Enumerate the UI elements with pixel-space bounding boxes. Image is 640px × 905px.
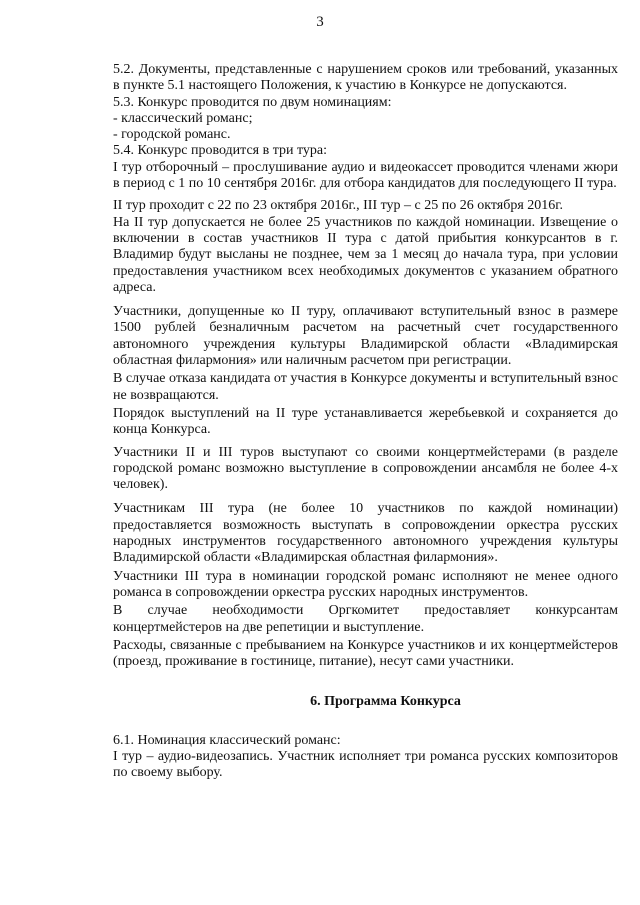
document-body bbox=[113, 62, 618, 782]
paragraph-orgcommittee: В случае необходимости Оргкомитет предоставляет конкурсантам концертмейстеров на две репетиции и выступление. bbox=[113, 603, 618, 635]
paragraph-accompanists: Участники II и III туров выступают со своими концертмейстерами (в разделе городской романс возможно выступление в сопровождении ансамбля не более 4-х человек). bbox=[113, 444, 618, 493]
paragraph-5-3: 5.3. Конкурс проводится по двум номинациям: bbox=[113, 94, 392, 110]
paragraph-city-romance-orchestra: Участники III тура в номинации городской романс исполняют не менее одного романса в сопровождении оркестра русских народных инструментов. bbox=[113, 568, 618, 600]
paragraph-orchestra: Участникам III тура (не более 10 участников по каждой номинации) предоставляется возможность выступать в сопровождении оркестра русских народных инструментов государственного автономного учреждения культуры Владимирской области «Владимирская областная филармония». bbox=[113, 501, 618, 566]
list-item-city-romance: - городской романс. bbox=[113, 127, 231, 143]
paragraph-5-4: 5.4. Конкурс проводится в три тура: bbox=[113, 143, 328, 159]
section-heading: 6. Программа Конкурса bbox=[310, 694, 461, 710]
paragraph-tour-2-admission: На II тур допускается не более 25 участников по каждой номинации. Извещение о включении в состав участников II тура с датой прибытия конкурсантов в г. Владимир будут высланы не позднее, чем за 1 месяц до начала тура, при условии предоставления участником всех необходимых документов с указанием обратного адреса. bbox=[113, 214, 618, 295]
paragraph-performance-order: Порядок выступлений на II туре устанавливается жеребьевкой и сохраняется до конца Конкурса. bbox=[113, 405, 618, 438]
paragraph-6-1: 6.1. Номинация классический романс: bbox=[113, 732, 341, 748]
page-number: 3 bbox=[316, 14, 324, 30]
paragraph-tour-1: I тур отборочный – прослушивание аудио и видеокассет проводится членами жюри в период с 1 по 10 сентября 2016г. для отбора кандидатов для последующего II тура. bbox=[113, 159, 618, 192]
paragraph-tour-2-3-dates: II тур проходит с 22 по 23 октября 2016г., III тур – с 25 по 26 октября 2016г. bbox=[113, 198, 563, 214]
paragraph-expenses: Расходы, связанные с пребыванием на Конкурсе участников и их концертмейстеров (проезд, проживание в гостинице, питание), несут сами участники. bbox=[113, 637, 618, 670]
paragraph-refusal: В случае отказа кандидата от участия в Конкурсе документы и вступительный взнос не возвращаются. bbox=[113, 371, 618, 403]
paragraph-entry-fee: Участники, допущенные ко II туру, оплачивают вступительный взнос в размере 1500 рублей безналичным расчетом на расчетный счет государственного автономного учреждения культуры Владимирской области «Владимирская областная филармония» или наличным расчетом при регистрации. bbox=[113, 304, 618, 369]
list-item-classic-romance: - классический романс; bbox=[113, 110, 253, 126]
paragraph-5-2: 5.2. Документы, представленные с нарушением сроков или требований, указанных в пункте 5.1 настоящего Положения, к участию в Конкурсе не допускаются. bbox=[113, 62, 618, 94]
paragraph-6-1-tour-1: I тур – аудио-видеозапись. Участник исполняет три романса русских композиторов по своему выбору. bbox=[113, 748, 618, 781]
